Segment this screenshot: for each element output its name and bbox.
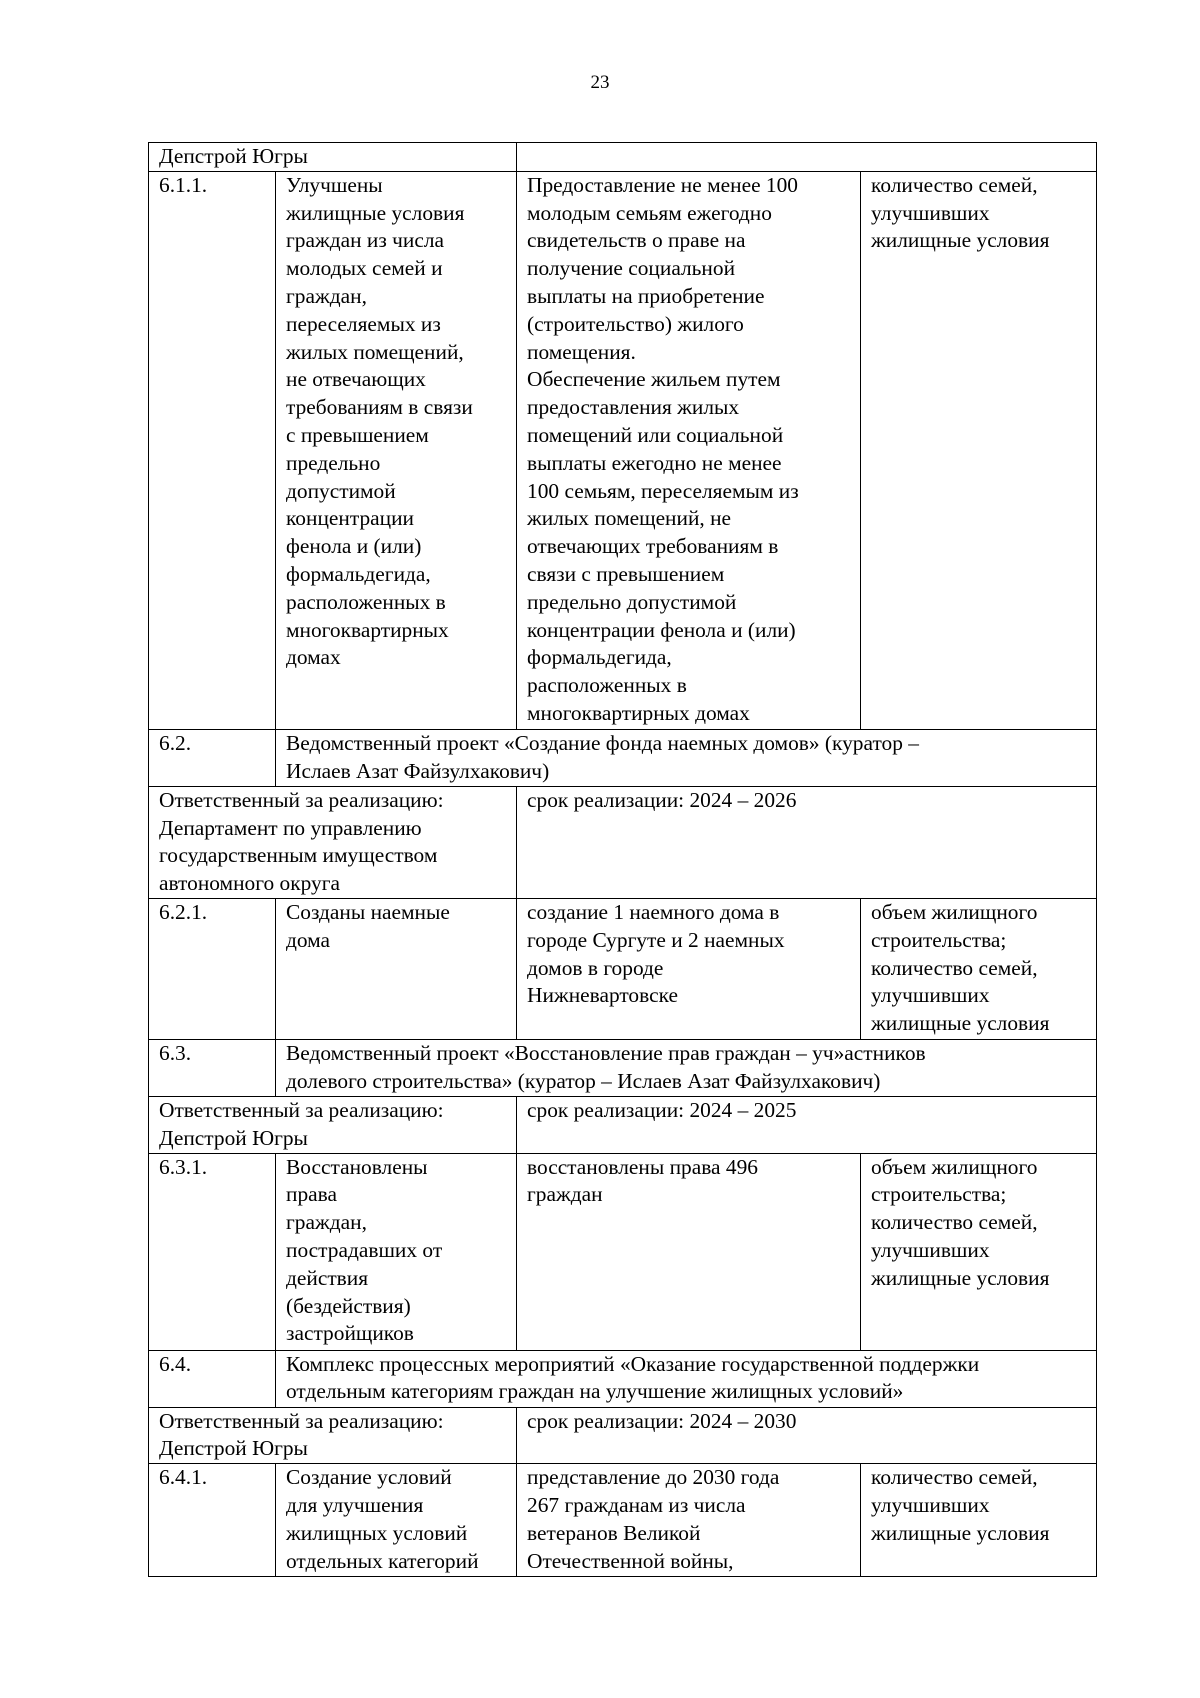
item-indicator: количество семей, улучшивших жилищные условия	[861, 171, 1097, 729]
item-number: 6.4.1.	[149, 1464, 276, 1577]
responsible-cell: Ответственный за реализацию: Департамент по управлению государственным имуществом автономного округа	[149, 786, 517, 898]
item-number: 6.3.1.	[149, 1153, 276, 1350]
term-cell: срок реализации: 2024 – 2026	[517, 786, 1097, 898]
table-row	[149, 1096, 1097, 1153]
item-title: Создание условий для улучшения жилищных условий отдельных категорий	[276, 1464, 517, 1577]
responsible-cell: Ответственный за реализацию: Депстрой Югры	[149, 1096, 517, 1153]
item-title: Улучшены жилищные условия граждан из числа молодых семей и граждан, переселяемых из жилых помещений, не отвечающих требованиям в связи с превышением предельно допустимой концентрации фенола и (или) формальдегида, расположенных в многоквартирных домах	[276, 171, 517, 729]
item-indicator: объем жилищного строительства; количество семей, улучшивших жилищные условия	[861, 1153, 1097, 1350]
item-indicator: количество семей, улучшивших жилищные условия	[861, 1464, 1097, 1577]
item-title: Созданы наемные дома	[276, 898, 517, 1039]
item-description: восстановлены права 496 граждан	[517, 1153, 861, 1350]
term-cell: срок реализации: 2024 – 2025	[517, 1096, 1097, 1153]
item-number: 6.1.1.	[149, 171, 276, 729]
table-row	[149, 1407, 1097, 1464]
program-table	[148, 142, 1097, 1577]
table-row	[149, 1039, 1097, 1096]
item-title: Восстановлены права граждан, пострадавших от действия (бездействия) застройщиков	[276, 1153, 517, 1350]
item-description: создание 1 наемного дома в городе Сургуте и 2 наемных домов в городе Нижневартовске	[517, 898, 861, 1039]
item-indicator: объем жилищного строительства; количество семей, улучшивших жилищные условия	[861, 898, 1097, 1039]
project-number: 6.2.	[149, 729, 276, 786]
empty-cell	[517, 143, 1097, 172]
project-number: 6.3.	[149, 1039, 276, 1096]
project-title: Комплекс процессных мероприятий «Оказание государственной поддержки отдельным категориям граждан на улучшение жилищных условий»	[276, 1350, 1097, 1407]
item-number: 6.2.1.	[149, 898, 276, 1039]
table-row	[149, 171, 1097, 729]
project-title: Ведомственный проект «Создание фонда наемных домов» (куратор – Ислаев Азат Файзулхакович)	[276, 729, 1097, 786]
table-row	[149, 898, 1097, 1039]
term-cell: срок реализации: 2024 – 2030	[517, 1407, 1097, 1464]
table-row	[149, 1464, 1097, 1577]
page-number: 23	[590, 72, 610, 93]
item-description: Предоставление не менее 100 молодым семьям ежегодно свидетельств о праве на получение социальной выплаты на приобретение (строительство) жилого помещения. Обеспечение жильем путем предоставления жилых помещений или социальной выплаты ежегодно не менее 100 семьям, переселяемым из жилых помещений, не отвечающих требованиям в связи с превышением предельно допустимой концентрации фенола и (или) формальдегида, расположенных в многоквартирных домах	[517, 171, 861, 729]
item-description: представление до 2030 года 267 гражданам из числа ветеранов Великой Отечественной войны,	[517, 1464, 861, 1577]
responsible-cell: Депстрой Югры	[149, 143, 517, 172]
project-title: Ведомственный проект «Восстановление прав граждан – уч»астников долевого строительства» (куратор – Ислаев Азат Файзулхакович)	[276, 1039, 1097, 1096]
table-row	[149, 729, 1097, 786]
responsible-cell: Ответственный за реализацию: Депстрой Югры	[149, 1407, 517, 1464]
table-row	[149, 1153, 1097, 1350]
table-row	[149, 1350, 1097, 1407]
table-row	[149, 143, 1097, 172]
project-number: 6.4.	[149, 1350, 276, 1407]
table-row	[149, 786, 1097, 898]
